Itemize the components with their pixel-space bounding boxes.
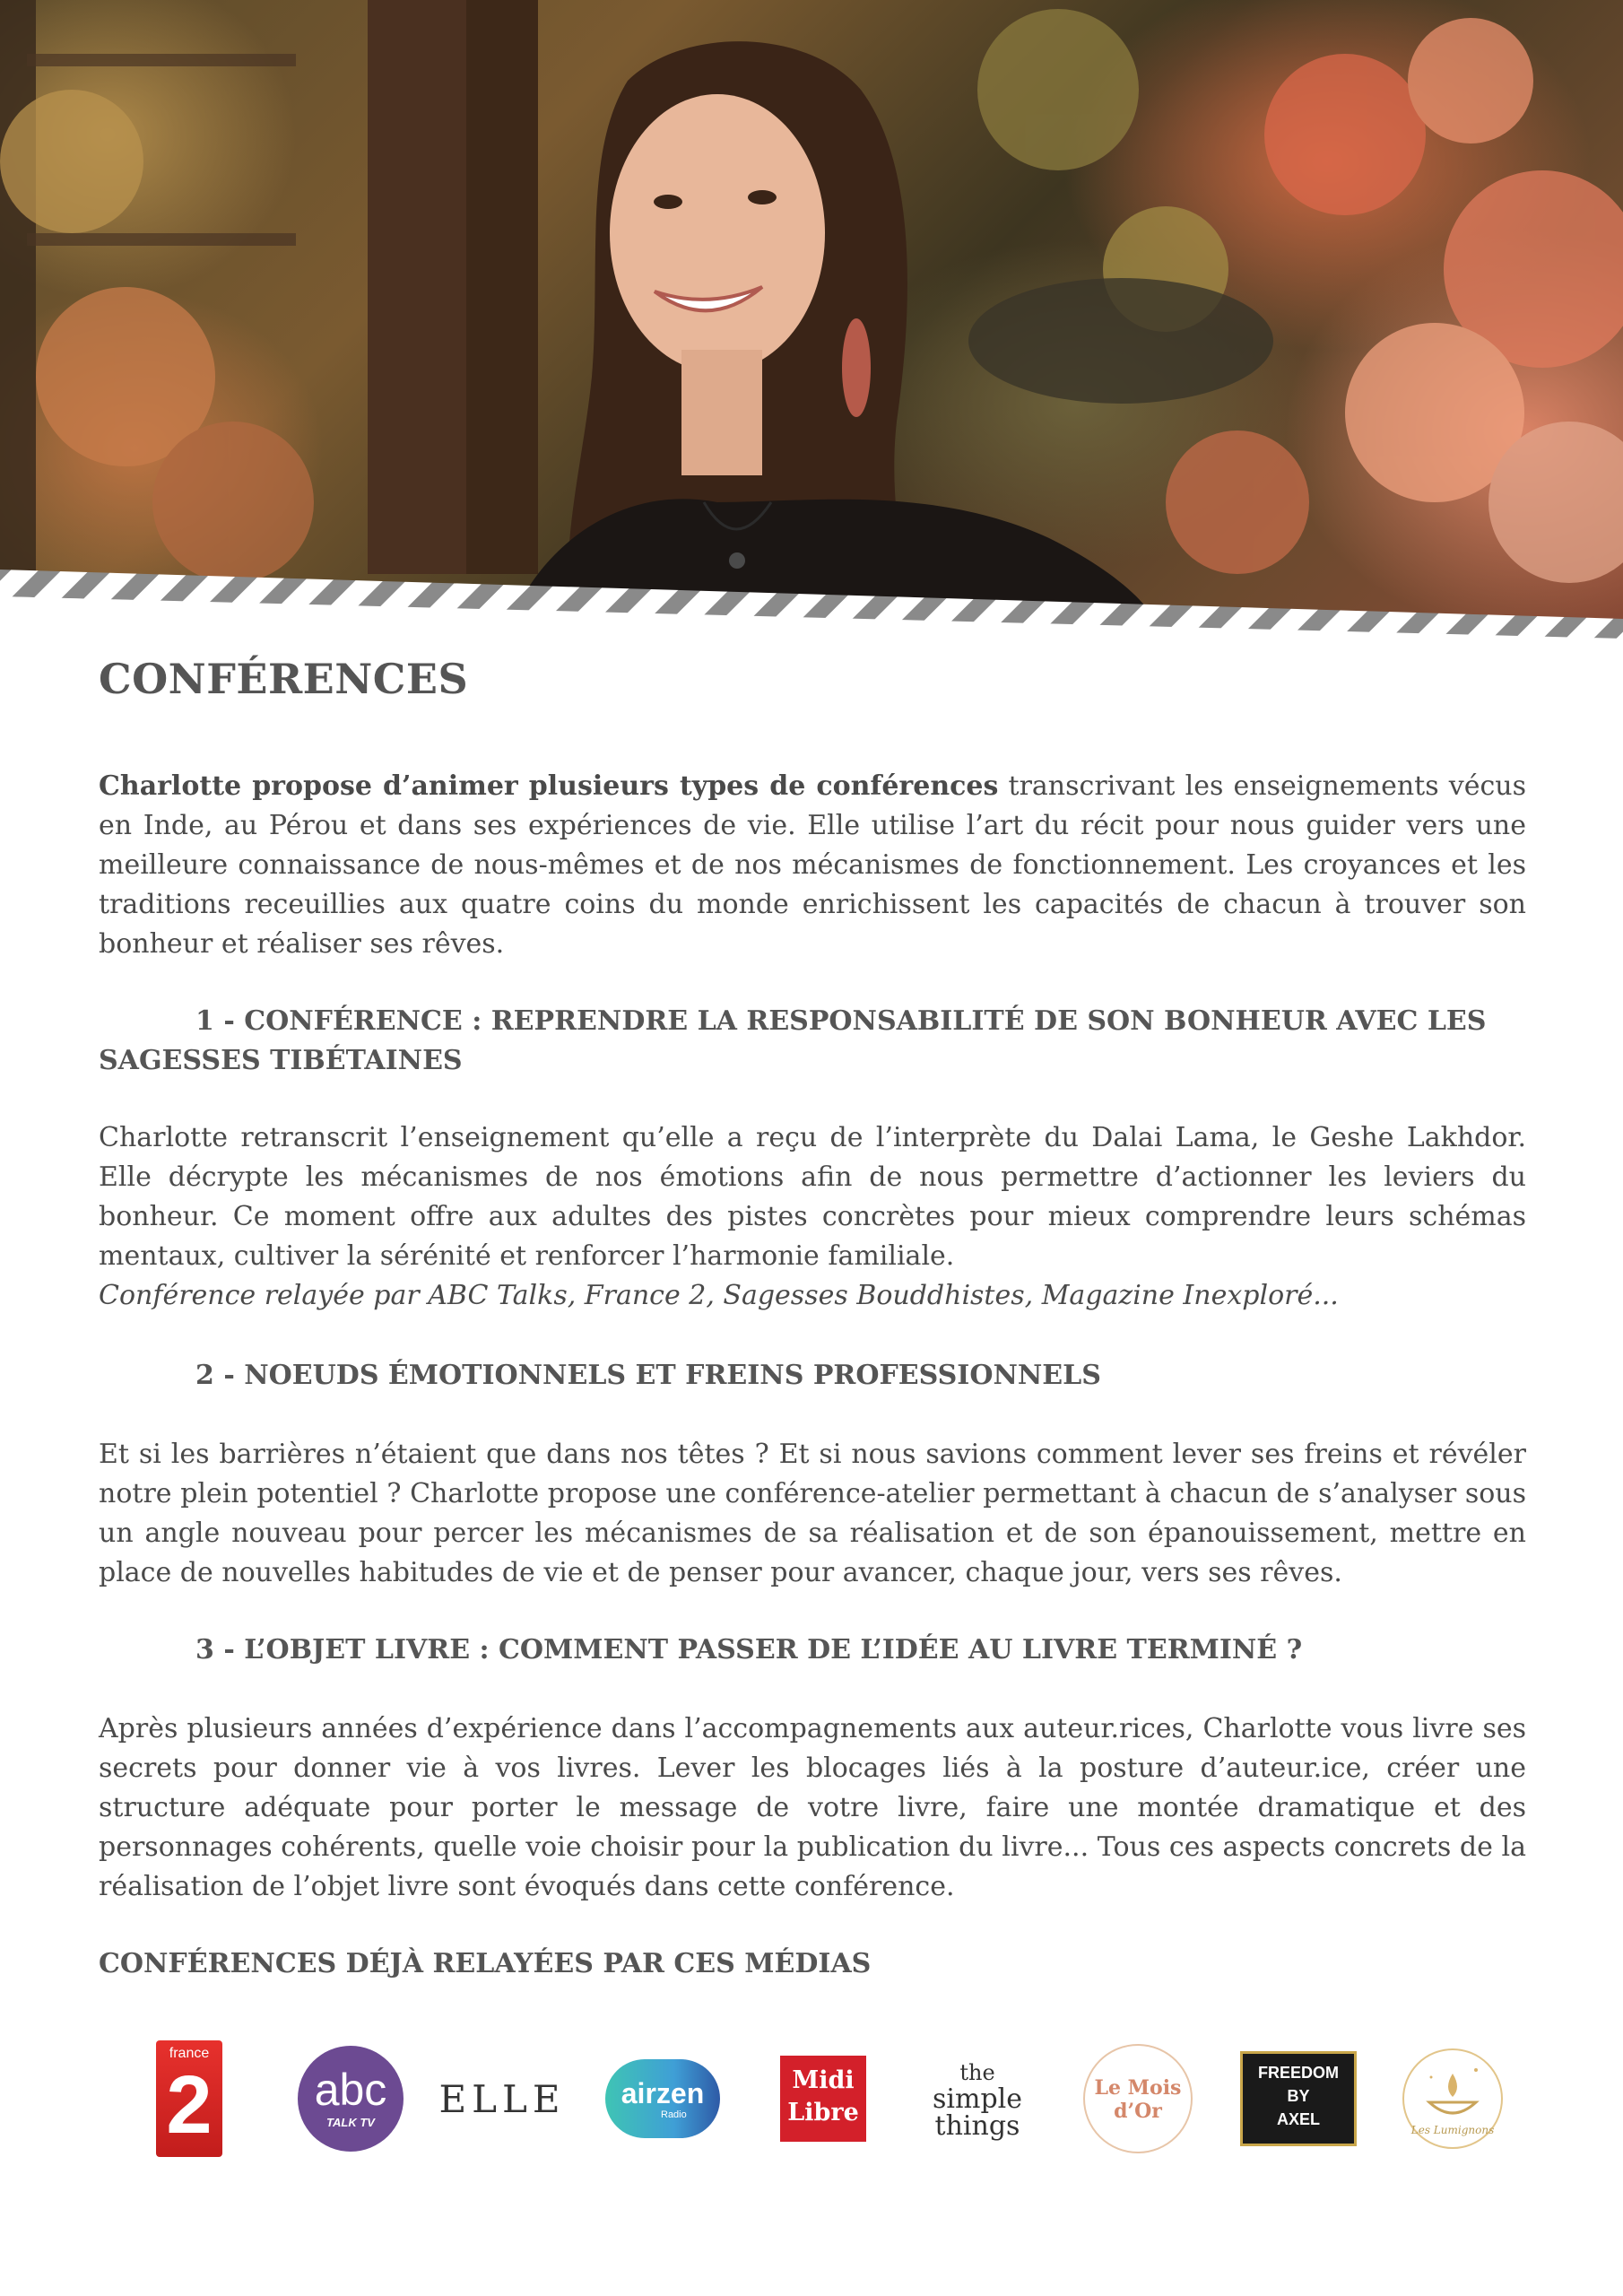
- media-heading: CONFÉRENCES DÉJÀ RELAYÉES PAR CES MÉDIAS: [99, 1948, 872, 1979]
- page-title: CONFÉRENCES: [99, 655, 469, 703]
- freedom-by-axel-logo: FREEDOM BY AXEL: [1237, 2036, 1359, 2161]
- intro-bold-lead: Charlotte propose d’animer plusieurs types de conférences: [99, 770, 999, 802]
- intro-text: transcrivant les enseignements vécus en Inde, au Pérou et dans ses expériences de vie. Elle utilise l’art du récit pour nous guider vers une meilleure connaissance de nous-mêmes et de nos mécanismes de fonctionnement. Les croyances et les traditions receuillies aux quatre coins du monde enrichissent les capacités de chacun à trouver son bonheur et réaliser ses rêves.: [99, 770, 1526, 960]
- abc-talk-tv-logo: abc TALK TV: [296, 2036, 405, 2161]
- france2-logo: france 2: [151, 2036, 228, 2161]
- the-simple-things-logo: the simple things: [933, 2059, 1022, 2142]
- section-1-body: Charlotte retranscrit l’enseignement qu’elle a reçu de l’interprète du Dalai Lama, le Geshe Lakhdor. Elle décrypte les mécanismes de nos émotions afin de nous permettre d’actionner les leviers du bonheur. Ce moment offre aux adultes des pistes concrètes pour mieux comprendre leurs schémas mentaux, cultiver la sérénité et renforcer l’harmonie familiale. Conférence relayée par ABC Talks, France 2, Sagesses Bouddhistes, Magazine Inexploré...: [99, 1118, 1526, 1316]
- le-mois-dor-logo: Le Mois d’Or: [1081, 2036, 1194, 2161]
- midi-libre-logo: Midi Libre: [778, 2036, 868, 2161]
- section-1-heading: 1 - CONFÉRENCE : REPRENDRE LA RESPONSABILITÉ DE SON BONHEUR AVEC LES SAGESSES TIBÉTAINES: [99, 1005, 1487, 1076]
- intro-paragraph: [99, 767, 1526, 964]
- section-3-heading: 3 - L’OBJET LIVRE : COMMENT PASSER DE L’IDÉE AU LIVRE TERMINÉ ?: [195, 1634, 1303, 1665]
- les-lumignons-logo: Les Lumignons: [1399, 2036, 1506, 2161]
- section-2-body: Et si les barrières n’étaient que dans nos têtes ? Et si nous savions comment lever ses freins et révéler notre plein potentiel ? Charlotte propose une conférence-atelier permettant à chacun de s’analyser sous un angle nouveau pour percer les mécanismes de sa réalisation et de son épanouissement, mettre en place de nouvelles habitudes de vie et de penser pour avancer, chaque jour, vers ses rêves.: [99, 1439, 1526, 1588]
- hero-photo: [0, 0, 1623, 641]
- section-1-note: Conférence relayée par ABC Talks, France 2, Sagesses Bouddhistes, Magazine Inexploré...: [99, 1280, 1339, 1311]
- section-3-body: Après plusieurs années d’expérience dans l’accompagnements aux auteur.rices, Charlotte vous livre ses secrets pour donner vie à vos livres. Lever les blocages liés à la posture d’auteur.ice, créer une structure adéquate pour porter le message de votre livre, faire une montée dramatique et des personnages cohérents, quelle voie choisir pour la publication du livre... Tous ces aspects concrets de la réalisation de l’objet livre sont évoqués dans cette conférence.: [99, 1713, 1526, 1902]
- hero-illustration: [0, 0, 1623, 641]
- section-2-heading: 2 - NOEUDS ÉMOTIONNELS ET FREINS PROFESSIONNELS: [195, 1360, 1101, 1391]
- elle-logo: ELLE: [438, 2076, 566, 2121]
- media-logos-row: [143, 2036, 1506, 2170]
- airzen-radio-logo: airzen Radio: [603, 2036, 722, 2161]
